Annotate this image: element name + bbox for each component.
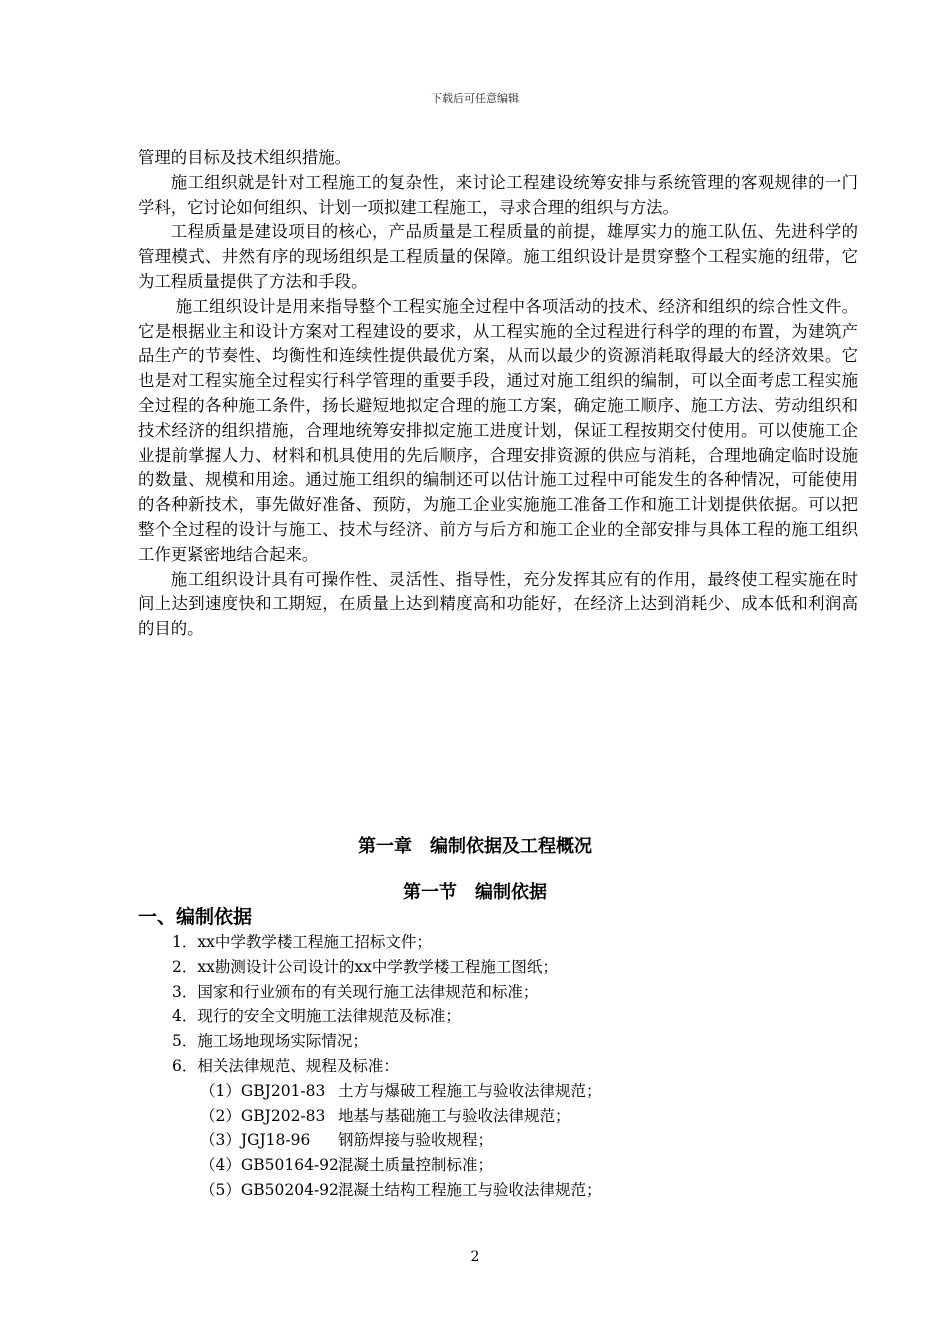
- page-number: 2: [470, 1249, 480, 1265]
- standard-code: （1）GBJ201-83: [200, 1081, 326, 1100]
- standard-name: 钢筋焊接与验收规程；: [338, 1131, 494, 1150]
- standard-name: 地基与基础施工与验收法律规范；: [338, 1106, 571, 1125]
- paragraph-continuation: 管理的目标及技术组织措施。: [138, 148, 352, 167]
- basis-list: [172, 930, 862, 1203]
- page-header: 下载后可任意编辑: [431, 92, 519, 105]
- standard-item: [172, 1079, 862, 1104]
- standard-code: （4）GB50164-92: [200, 1156, 339, 1175]
- heading-basis: 一、编制依据: [138, 906, 253, 928]
- paragraph: 工程质量是建设项目的核心，产品质量是工程质量的前提，雄厚实力的施工队伍、先进科学的管理模式、井然有序的现场组织是工程质量的保障。施工组织设计是贯穿整个工程实施的纽带，它为工程质量提供了方法和手段。: [138, 222, 858, 291]
- section-title: 第一节 编制依据: [403, 882, 547, 903]
- standard-name: 混凝土结构工程施工与验收法律规范；: [338, 1180, 602, 1199]
- list-item: 6．相关法律规范、规程及标准：: [172, 1056, 399, 1075]
- standard-code: （2）GBJ202-83: [200, 1106, 326, 1125]
- list-item: 1．xx中学教学楼工程施工招标文件；: [172, 933, 432, 951]
- standard-item: [172, 1128, 862, 1153]
- standard-name: 混凝土质量控制标准；: [338, 1156, 494, 1175]
- intro-body: [138, 146, 858, 642]
- standard-code: （5）GB50204-92: [200, 1180, 339, 1199]
- standard-item: [172, 1153, 862, 1178]
- list-item: 3．国家和行业颁布的有关现行施工法律规范和标准；: [172, 982, 539, 1001]
- standard-code: （3）JGJ18-96: [200, 1131, 311, 1150]
- list-item: 5．施工场地现场实际情况；: [172, 1032, 368, 1051]
- standard-item: [172, 1178, 862, 1203]
- standard-name: 土方与爆破工程施工与验收法律规范；: [338, 1081, 602, 1100]
- paragraph: 施工组织设计是用来指导整个工程实施全过程中各项活动的技术、经济和组织的综合性文件。它是根据业主和设计方案对工程建设的要求，从工程实施的全过程进行科学的理的布置，为建筑产品生产的节奏性、均衡性和连续性提供最优方案，从而以最少的资源消耗取得最大的经济效果。它也是对工程实施全过程实行科学管理的重要手段，通过对施工组织的编制，可以全面考虑工程实施全过程的各种施工条件，扬长避短地拟定合理的施工方案，确定施工顺序、施工方法、劳动组织和技术经济的组织措施，合理地统筹安排拟定施工进度计划，保证工程按期交付使用。可以使施工企业提前掌握人力、材料和机具使用的先后顺序，合理安排资源的供应与消耗，合理地确定临时设施的数量、规模和用途。通过施工组织的编制还可以估计施工过程中可能发生的各种情况，可能使用的各种新技术，事先做好准备、预防，为施工企业实施施工准备工作和施工计划提供依据。可以把整个全过程的设计与施工、技术与经济、前方与后方和施工企业的全部安排与具体工程的施工组织工作更紧密地结合起来。: [138, 296, 858, 564]
- list-item: 4．现行的安全文明施工法律规范及标准；: [172, 1007, 461, 1026]
- chapter-title: 第一章 编制依据及工程概况: [358, 836, 592, 857]
- standard-item: [172, 1104, 862, 1129]
- list-item: 2．xx勘测设计公司设计的xx中学教学楼工程施工图纸；: [172, 957, 558, 976]
- paragraph: 施工组织设计具有可操作性、灵活性、指导性，充分发挥其应有的作用，最终使工程实施在时间上达到速度快和工期短，在质量上达到精度高和功能好，在经济上达到消耗少、成本低和利润高的目的。: [138, 569, 858, 639]
- paragraph: 施工组织就是针对工程施工的复杂性，来讨论工程建设统筹安排与系统管理的客观规律的一门学科，它讨论如何组织、计划一项拟建工程施工，寻求合理的组织与方法。: [138, 172, 858, 217]
